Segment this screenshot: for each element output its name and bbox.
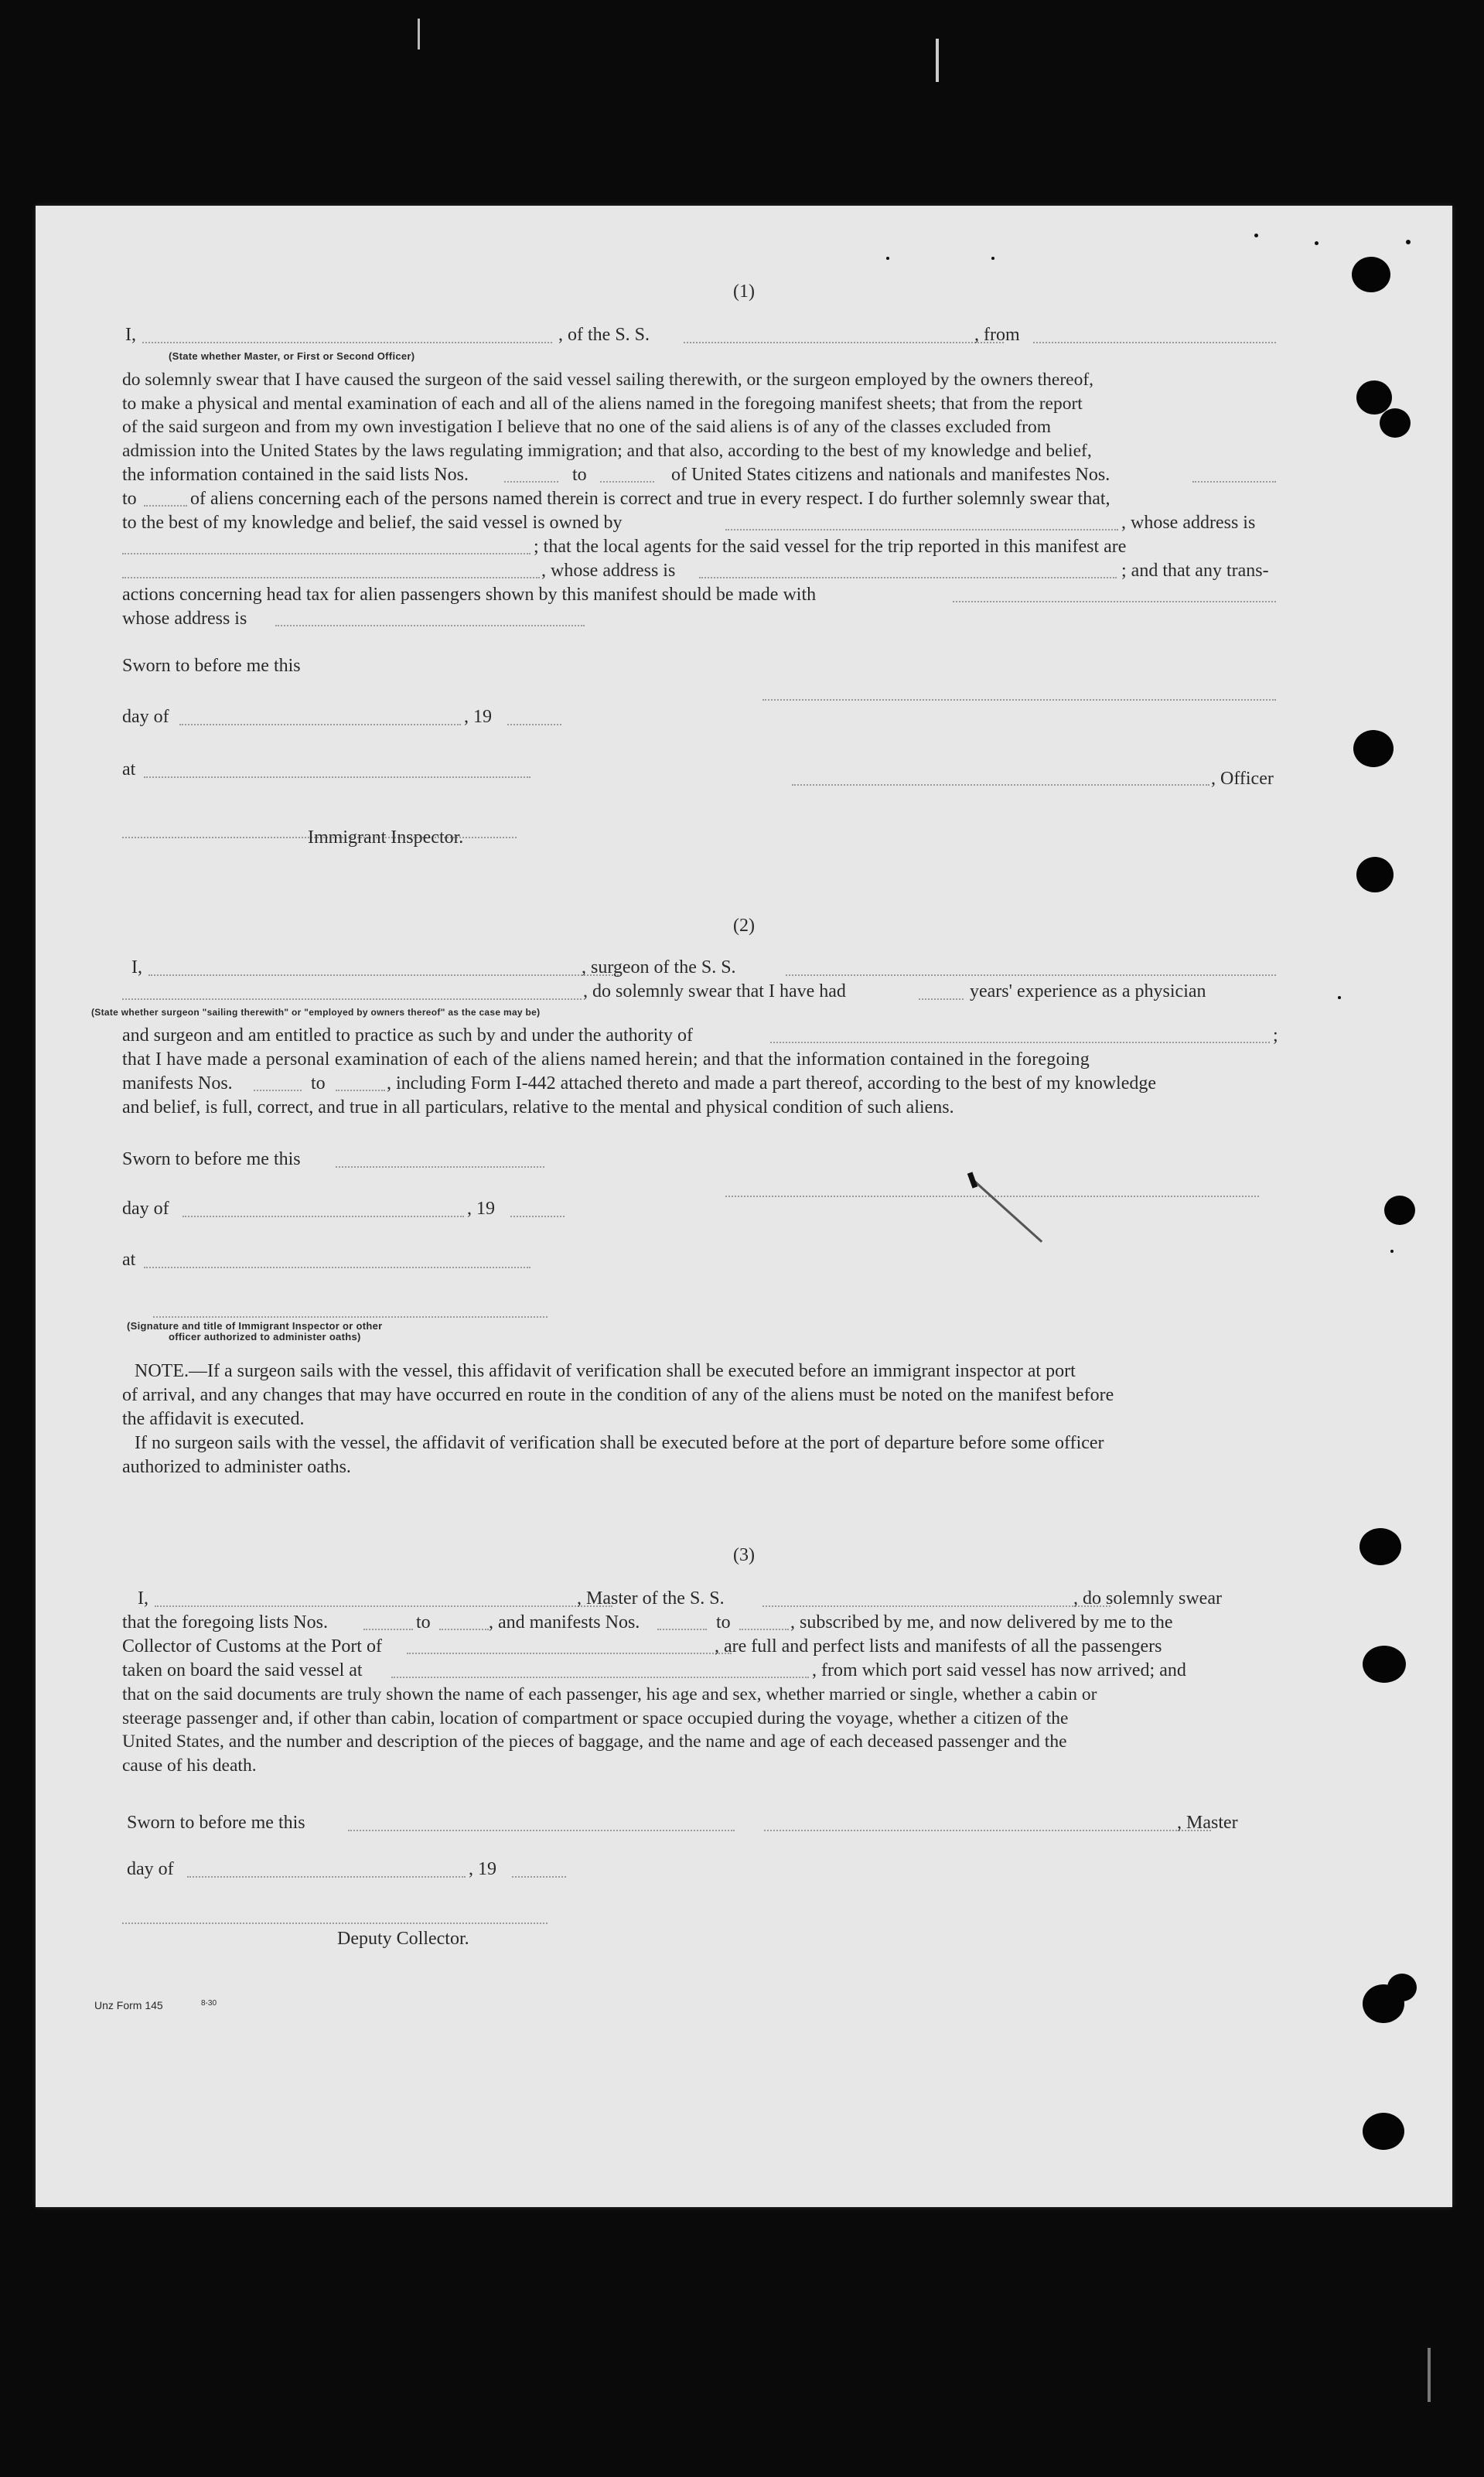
- s3-subscribed-text: , subscribed by me, and now delivered by me to the: [790, 1612, 1173, 1633]
- s2-inspector-sig-line[interactable]: [153, 1316, 548, 1318]
- pencil-tick: [967, 1172, 977, 1188]
- s3-year-blank[interactable]: [512, 1876, 566, 1878]
- s1-agents-address-text: , whose address is: [541, 561, 676, 581]
- s3-paragraph: [122, 1683, 1293, 1778]
- s1-day-blank[interactable]: [179, 724, 461, 725]
- s3-taken-text: taken on board the said vessel at: [122, 1660, 363, 1680]
- s2-vessel-blank[interactable]: [786, 974, 1276, 976]
- punch-hole: [1363, 1646, 1406, 1683]
- speck: [1315, 241, 1319, 245]
- s3-port-blank[interactable]: [407, 1653, 732, 1654]
- s2-years-blank[interactable]: [919, 998, 964, 1000]
- s2-belief-text: and belief, is full, correct, and true in all particulars, relative to the mental and physical condition of such aliens.: [122, 1097, 954, 1117]
- s2-sworn: Sworn to before me this: [122, 1149, 301, 1169]
- s3-collector-text: Collector of Customs at the Port of: [122, 1636, 382, 1656]
- s1-sworn: Sworn to before me this: [122, 656, 301, 676]
- s1-agents-address-blank[interactable]: [699, 577, 1117, 578]
- footer-code: 8-30: [201, 1999, 217, 2008]
- s3-line: United States, and the number and description of the pieces of baggage, and the name and age of each deceased passenger and the: [122, 1732, 1067, 1752]
- s3-to2-text: to: [716, 1612, 731, 1633]
- s1-manifest-blank[interactable]: [1192, 481, 1276, 483]
- s1-agents-text: ; that the local agents for the said vessel for the trip reported in this manifest are: [534, 537, 1127, 557]
- s2-year: , 19: [467, 1199, 495, 1219]
- film-scratch: [936, 39, 939, 82]
- s3-list-from-blank[interactable]: [363, 1629, 413, 1630]
- s1-line: do solemnly swear that I have caused the surgeon of the said vessel sailing therewith, or the surgeon employed by the owners thereof,: [122, 370, 1094, 390]
- punch-hole: [1380, 408, 1411, 438]
- punch-hole: [1363, 2113, 1404, 2150]
- s1-day-of: day of: [122, 707, 169, 727]
- s3-full-lists-text: , are full and perfect lists and manifests of all the passengers: [715, 1636, 1162, 1656]
- s1-to2-text: to: [122, 489, 137, 509]
- s2-swear: , do solemnly swear that I have had: [583, 981, 846, 1001]
- s1-whose-address-blank[interactable]: [275, 625, 585, 626]
- s1-officer-note: (State whether Master, or First or Second Officer): [169, 350, 415, 362]
- s1-list-from-blank[interactable]: [504, 481, 558, 483]
- s1-paragraph: [122, 368, 1285, 463]
- punch-hole: [1359, 1528, 1401, 1565]
- s1-i: I,: [125, 325, 136, 345]
- form-page: [36, 206, 1452, 2207]
- s1-owner-blank[interactable]: [725, 529, 1118, 531]
- s2-day-of: day of: [122, 1199, 169, 1219]
- s1-from: , from: [974, 325, 1020, 345]
- pencil-mark: [972, 1179, 1042, 1243]
- s1-year-blank[interactable]: [507, 724, 561, 725]
- speck: [991, 257, 994, 260]
- footer-form: Unz Form 145: [94, 1999, 163, 2011]
- punch-hole: [1356, 380, 1392, 415]
- film-scratch: [418, 19, 420, 49]
- s2-at-blank[interactable]: [144, 1267, 530, 1268]
- s3-master-sig-line[interactable]: [764, 1830, 1211, 1831]
- s1-headtax-blank[interactable]: [953, 601, 1276, 602]
- s3-sworn-blank[interactable]: [348, 1830, 735, 1831]
- s1-name-blank[interactable]: [142, 342, 552, 343]
- s2-surgeon-note: (State whether surgeon "sailing therewith" or "employed by owners thereof" as the case may be): [91, 1007, 541, 1018]
- s1-agents-blank[interactable]: [122, 577, 540, 578]
- s1-year: , 19: [464, 707, 492, 727]
- s2-year-blank[interactable]: [510, 1216, 565, 1217]
- s1-whose-address-text: whose address is: [122, 609, 247, 629]
- s1-to-text: to: [572, 465, 587, 485]
- s1-line: of the said surgeon and from my own investigation I believe that no one of the said aliens is of any of the classes excluded from: [122, 417, 1052, 438]
- s2-name-blank[interactable]: [148, 974, 619, 976]
- speck: [1338, 996, 1341, 999]
- s2-note-2: of arrival, and any changes that may have occurred en route in the condition of any of the aliens must be noted on the manifest before: [122, 1385, 1114, 1405]
- s1-list-to-blank[interactable]: [600, 481, 654, 483]
- speck: [1390, 1250, 1394, 1253]
- s3-manifest-from-blank[interactable]: [657, 1629, 707, 1630]
- s2-surgeon-of: , surgeon of the S. S.: [582, 957, 736, 977]
- punch-hole: [1352, 257, 1390, 292]
- s3-sworn: Sworn to before me this: [127, 1813, 305, 1833]
- s2-sworn-blank[interactable]: [336, 1166, 544, 1168]
- s1-at: at: [122, 759, 136, 780]
- s2-semicolon: ;: [1273, 1025, 1278, 1046]
- speck: [886, 257, 889, 260]
- film-scratch: [1428, 2348, 1431, 2402]
- s3-master: , Master: [1177, 1813, 1238, 1833]
- s1-officer-sig-line-1[interactable]: [762, 699, 1276, 701]
- s2-sig-note-2: officer authorized to administer oaths): [169, 1331, 361, 1343]
- s1-lists-text: the information contained in the said lists Nos.: [122, 465, 469, 485]
- s2-note-1: NOTE.—If a surgeon sails with the vessel, this affidavit of verification shall be executed before an immigrant inspector at port: [135, 1361, 1076, 1381]
- s3-manifests-text: , and manifests Nos.: [489, 1612, 640, 1633]
- s1-from-blank[interactable]: [1033, 342, 1276, 343]
- s1-manifest-to-blank[interactable]: [144, 505, 187, 507]
- s3-deputy-sig-line[interactable]: [122, 1923, 548, 1924]
- s2-to-text: to: [311, 1073, 326, 1093]
- s1-line: admission into the United States by the laws regulating immigration; and that also, according to the best of my knowledge and belief,: [122, 441, 1092, 462]
- s2-day-blank[interactable]: [183, 1216, 464, 1217]
- s1-aliens-text: of aliens concerning each of the persons named therein is correct and true in every respect. I do further solemnly swear that,: [190, 489, 1110, 509]
- s1-officer: , Officer: [1211, 769, 1274, 789]
- s3-master-of: , Master of the S. S.: [577, 1588, 725, 1609]
- s2-manifests-text: manifests Nos.: [122, 1073, 233, 1093]
- s1-owner-address-text: , whose address is: [1121, 513, 1256, 533]
- s1-officer-sig-line-2[interactable]: [792, 784, 1209, 786]
- s2-form-text: , including Form I-442 attached thereto and made a part thereof, according to the best of my knowledge: [387, 1073, 1157, 1093]
- s3-line: steerage passenger and, if other than cabin, location of compartment or space occupied during the voyage, whether a citizen of the: [122, 1708, 1069, 1728]
- s1-transactions-text: ; and that any trans-: [1121, 561, 1269, 581]
- s1-owner-text: to the best of my knowledge and belief, the said vessel is owned by: [122, 513, 623, 533]
- s3-i: I,: [138, 1588, 148, 1609]
- s3-list-to-blank[interactable]: [439, 1629, 489, 1630]
- s3-name-blank[interactable]: [155, 1605, 612, 1607]
- s3-day-of: day of: [127, 1859, 174, 1879]
- s3-boarded-blank[interactable]: [391, 1677, 809, 1678]
- s2-authority-blank[interactable]: [770, 1042, 1270, 1043]
- s2-examination-text: that I have made a personal examination of each of the aliens named herein; and that the information contained in the foregoing: [122, 1049, 1090, 1070]
- s3-line: that on the said documents are truly shown the name of each passenger, his age and sex, whether married or single, whether a cabin or: [122, 1684, 1097, 1704]
- s2-sig-note-1: (Signature and title of Immigrant Inspector or other: [127, 1320, 383, 1332]
- s3-vessel-blank[interactable]: [762, 1605, 1110, 1607]
- s3-deputy: Deputy Collector.: [337, 1929, 469, 1949]
- s3-line: cause of his death.: [122, 1755, 257, 1776]
- s1-of-ss: , of the S. S.: [558, 325, 650, 345]
- punch-hole: [1387, 1974, 1417, 2001]
- s2-note-3: the affidavit is executed.: [122, 1409, 305, 1429]
- s1-line: to make a physical and mental examination of each and all of the aliens named in the foregoing manifest sheets; that from the report: [122, 393, 1083, 414]
- s3-lists-text: that the foregoing lists Nos.: [122, 1612, 328, 1633]
- s3-day-blank[interactable]: [187, 1876, 466, 1878]
- s2-i: I,: [131, 957, 142, 977]
- s1-citizens-text: of United States citizens and nationals and manifestes Nos.: [671, 465, 1110, 485]
- s1-vessel-blank[interactable]: [684, 342, 1004, 343]
- s2-note-5: authorized to administer oaths.: [122, 1457, 351, 1477]
- section-1-number: (1): [733, 281, 755, 302]
- s2-manifest-to-blank[interactable]: [336, 1090, 385, 1091]
- s2-note-4: If no surgeon sails with the vessel, the affidavit of verification shall be executed before at the port of departure before some officer: [135, 1433, 1104, 1453]
- punch-hole: [1353, 730, 1394, 767]
- s1-headtax-text: actions concerning head tax for alien passengers shown by this manifest should be made with: [122, 585, 817, 605]
- punch-hole: [1384, 1196, 1415, 1225]
- s2-manifest-from-blank[interactable]: [254, 1090, 302, 1091]
- s3-year: , 19: [469, 1859, 496, 1879]
- punch-hole: [1356, 857, 1394, 892]
- s2-sailing-blank[interactable]: [122, 998, 582, 1000]
- s1-owner-address-blank[interactable]: [122, 553, 530, 554]
- s1-inspector: Immigrant Inspector.: [308, 827, 464, 848]
- s3-arrived-text: , from which port said vessel has now arrived; and: [812, 1660, 1186, 1680]
- s3-swear: , do solemnly swear: [1073, 1588, 1222, 1609]
- s2-years: years' experience as a physician: [970, 981, 1206, 1001]
- s3-manifest-to-blank[interactable]: [739, 1629, 789, 1630]
- speck: [1254, 234, 1258, 237]
- s3-to-text: to: [416, 1612, 431, 1633]
- s2-at: at: [122, 1250, 136, 1270]
- section-2-number: (2): [733, 916, 755, 936]
- s2-authority-text: and surgeon and am entitled to practice as such by and under the authority of: [122, 1025, 693, 1046]
- section-3-number: (3): [733, 1545, 755, 1565]
- s1-at-blank[interactable]: [144, 776, 530, 778]
- speck: [1406, 240, 1411, 244]
